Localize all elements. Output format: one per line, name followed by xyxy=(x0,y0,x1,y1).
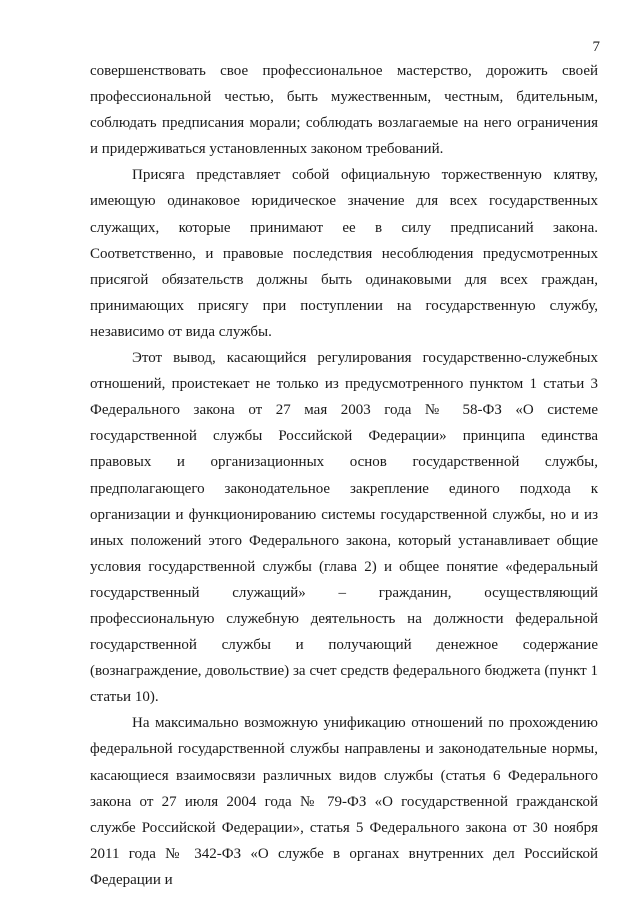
paragraph-4: На максимально возможную унификацию отношений по прохождению федеральной государственной службы направлены и законодательные нормы, касающиеся взаимосвязи различных видов службы (статья 6 Федерального закона от 27 июля 2004 года № 79-ФЗ «О государственной гражданской службе Российской Федерации», статья 5 Федерального закона от 30 ноября 2011 года № 342-ФЗ «О службе в органах внутренних дел Российской Федерации и xyxy=(90,715,598,888)
paragraph-3: Этот вывод, касающийся регулирования государственно-служебных отношений, проистекает не только из предусмотренного пунктом 1 статьи 3 Федерального закона от 27 мая 2003 года № 58-ФЗ «О системе государственной службы Российской Федерации» принципа единства правовых и организационных основ государственной службы, предполагающего законодательное закрепление единого подхода к организации и функционированию системы государственной службы, но и из иных положений этого Федерального закона, который устанавливает общие условия государственной службы (глава 2) и общее понятие «федеральный государственный служащий» – гражданин, осуществляющий профессиональную служебную деятельность на должности федеральной государственной службы и получающий денежное содержание (вознаграждение, довольствие) за счет средств федерального бюджета (пункт 1 статьи 10). xyxy=(90,350,598,706)
paragraph-2: Присяга представляет собой официальную торжественную клятву, имеющую одинаковое юридическое значение для всех государственных служащих, которые принимают ее в силу предписаний закона. Соответственно, и правовые последствия несоблюдения предусмотренных присягой обязательств должны быть одинаковыми для всех граждан, принимающих присягу при поступлении на государственную службу, независимо от вида службы. xyxy=(90,167,598,340)
page-number: 7 xyxy=(592,39,600,55)
paragraph-1: совершенствовать свое профессиональное мастерство, дорожить своей профессиональной честью, быть мужественным, честным, бдительным, соблюдать предписания морали; соблюдать возлагаемые на него ограничения и придерживаться установленных законом требований. xyxy=(90,63,598,158)
document-body xyxy=(90,58,598,893)
